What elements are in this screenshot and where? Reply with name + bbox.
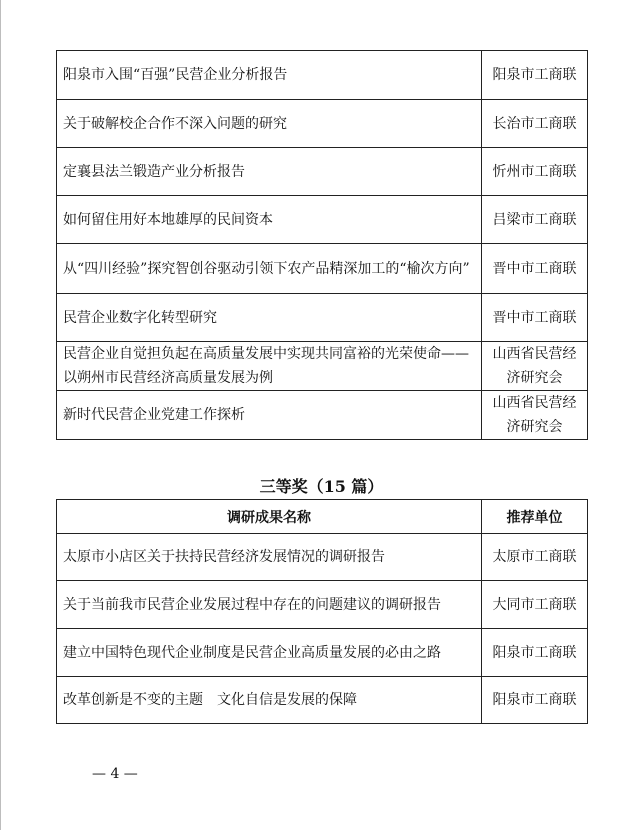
column-header-unit: 推荐单位	[482, 500, 588, 534]
table-row	[57, 342, 588, 391]
recommending-unit: 吕梁市工商联	[482, 196, 588, 244]
recommending-unit: 大同市工商联	[482, 581, 588, 629]
research-title: 太原市小店区关于扶持民营经济发展情况的调研报告	[57, 534, 482, 581]
table-row	[57, 629, 588, 677]
recommending-unit: 阳泉市工商联	[482, 51, 588, 100]
recommending-unit: 晋中市工商联	[482, 294, 588, 342]
table-row	[57, 100, 588, 148]
table-row	[57, 196, 588, 244]
table-row	[57, 581, 588, 629]
second-prize-table-continued	[56, 50, 588, 440]
table-row	[57, 677, 588, 724]
page-edge-rule	[0, 0, 1, 830]
research-title: 关于当前我市民营企业发展过程中存在的问题建议的调研报告	[57, 581, 482, 629]
recommending-unit: 山西省民营经济研究会	[482, 391, 588, 440]
table-row	[57, 148, 588, 196]
third-prize-table	[56, 499, 588, 724]
research-title: 关于破解校企合作不深入问题的研究	[57, 100, 482, 148]
research-title: 民营企业数字化转型研究	[57, 294, 482, 342]
table-row	[57, 534, 588, 581]
research-title: 建立中国特色现代企业制度是民营企业高质量发展的必由之路	[57, 629, 482, 677]
table-row	[57, 391, 588, 440]
recommending-unit: 忻州市工商联	[482, 148, 588, 196]
table-row	[57, 244, 588, 294]
research-title: 阳泉市入围“百强”民营企业分析报告	[57, 51, 482, 100]
research-title: 从“四川经验”探究智创谷驱动引领下农产品精深加工的“榆次方向”	[57, 244, 482, 294]
table-row	[57, 51, 588, 100]
page-number: — 4 —	[92, 766, 138, 782]
research-title: 改革创新是不变的主题 文化自信是发展的保障	[57, 677, 482, 724]
column-header-title: 调研成果名称	[57, 500, 482, 534]
research-title: 如何留住用好本地雄厚的民间资本	[57, 196, 482, 244]
recommending-unit: 阳泉市工商联	[482, 677, 588, 724]
table-row	[57, 294, 588, 342]
recommending-unit: 太原市工商联	[482, 534, 588, 581]
recommending-unit: 山西省民营经济研究会	[482, 342, 588, 391]
recommending-unit: 长治市工商联	[482, 100, 588, 148]
recommending-unit: 阳泉市工商联	[482, 629, 588, 677]
research-title: 定襄县法兰锻造产业分析报告	[57, 148, 482, 196]
research-title: 民营企业自觉担负起在高质量发展中实现共同富裕的光荣使命——以朔州市民营经济高质量发展为例	[57, 342, 482, 391]
third-prize-heading: 三等奖（15 篇）	[259, 477, 384, 496]
table-header-row	[57, 500, 588, 534]
research-title: 新时代民营企业党建工作探析	[57, 391, 482, 440]
recommending-unit: 晋中市工商联	[482, 244, 588, 294]
